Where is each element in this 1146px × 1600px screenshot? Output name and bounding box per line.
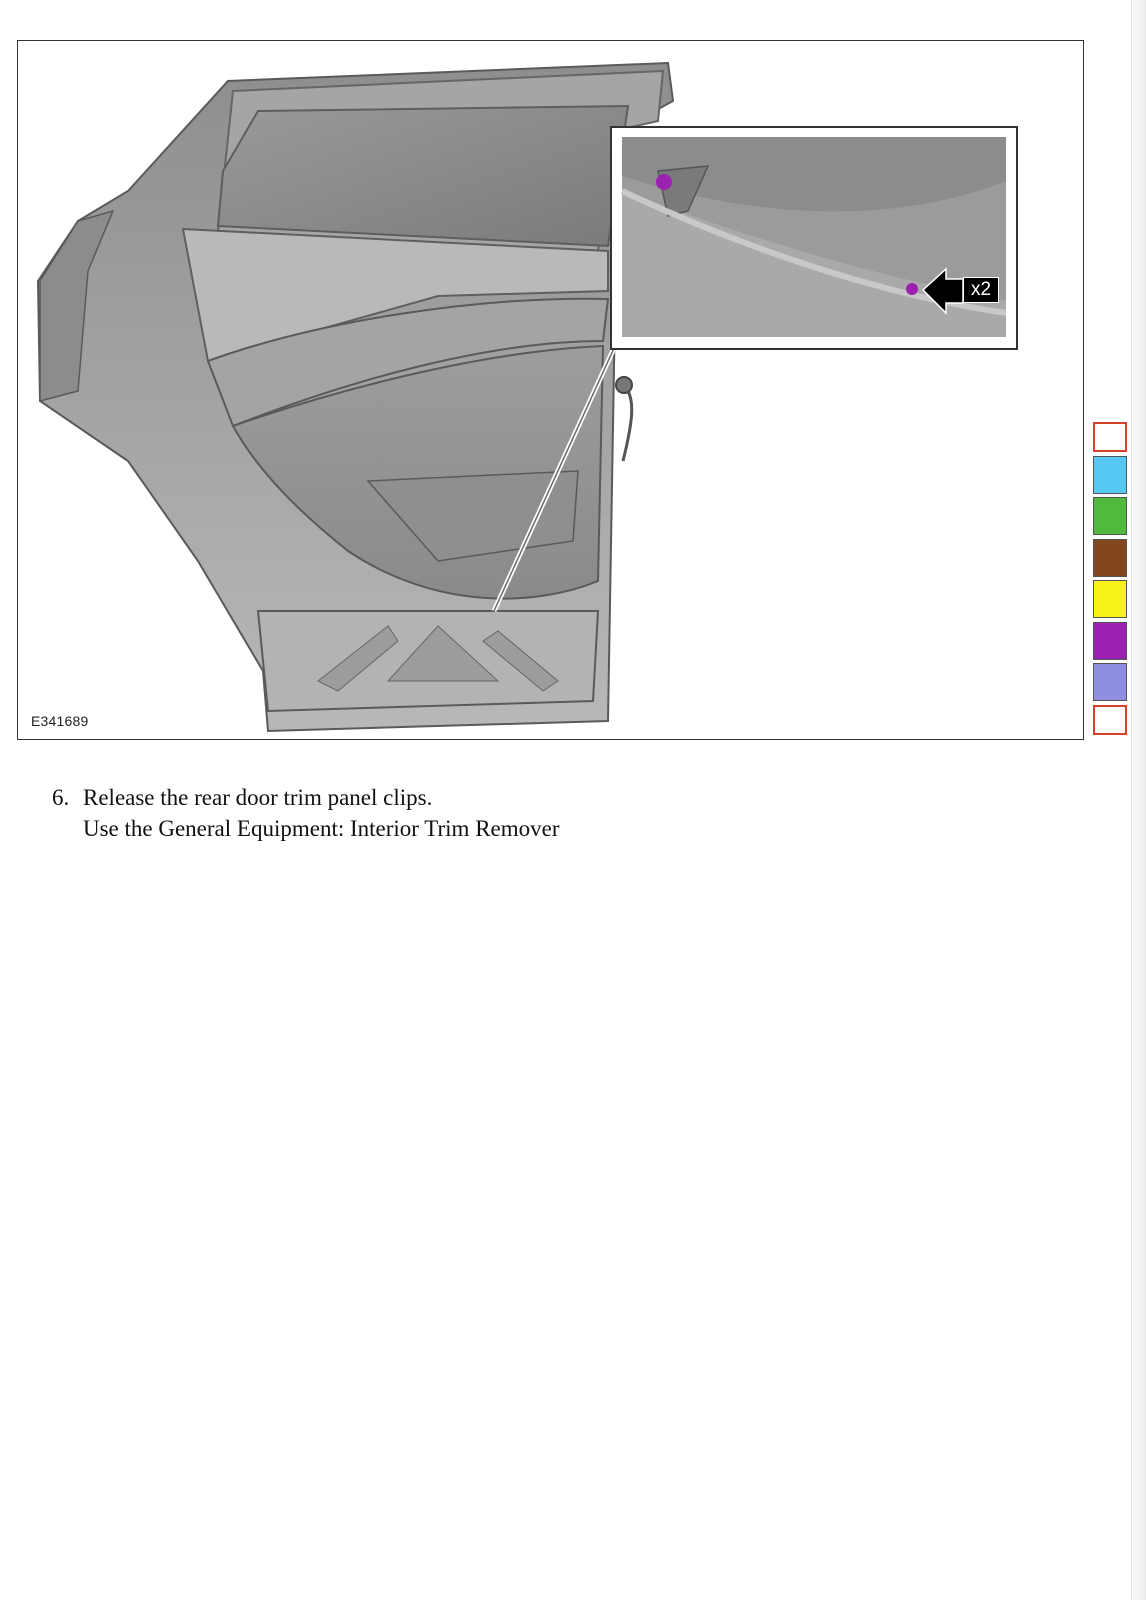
legend-swatch-empty-bottom bbox=[1093, 705, 1127, 735]
legend-swatch-brown bbox=[1093, 539, 1127, 577]
step-number: 6. bbox=[52, 785, 70, 810]
step-tool-note: Use the General Equipment: Interior Trim Remover bbox=[83, 816, 560, 841]
door-drawing bbox=[18, 41, 1084, 740]
legend-swatch-empty-top bbox=[1093, 422, 1127, 452]
door-trim-illustration bbox=[17, 40, 1084, 740]
legend-swatch-lavender bbox=[1093, 663, 1127, 701]
legend-swatch-cyan bbox=[1093, 456, 1127, 494]
figure-id-label: E341689 bbox=[31, 713, 89, 729]
legend-swatch-green bbox=[1093, 497, 1127, 535]
quantity-callout: x2 bbox=[963, 277, 999, 303]
legend-swatch-purple bbox=[1093, 622, 1127, 660]
page-edge bbox=[1131, 0, 1146, 1600]
step-instruction: Release the rear door trim panel clips. bbox=[83, 785, 433, 810]
color-legend bbox=[1093, 422, 1129, 738]
legend-swatch-yellow bbox=[1093, 580, 1127, 618]
